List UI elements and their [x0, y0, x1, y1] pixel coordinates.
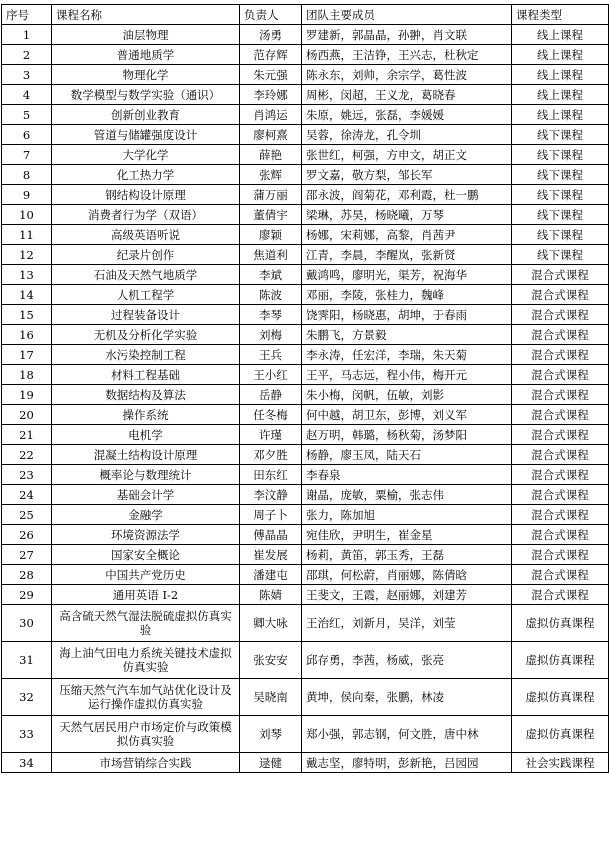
course-leader: 朱元强: [240, 65, 302, 85]
team-members: 罗文嘉，敬方梨，邹长军: [302, 165, 512, 185]
team-members: 吴蓉，徐涛龙，孔令圳: [302, 125, 512, 145]
row-number: 1: [2, 25, 52, 45]
course-type: 线下课程: [512, 125, 609, 145]
table-row: [2, 165, 609, 185]
course-type: 虚拟仿真课程: [512, 642, 609, 679]
table-row: [2, 305, 609, 325]
team-members: 张世红，柯强，方申文，胡正文: [302, 145, 512, 165]
table-row: [2, 145, 609, 165]
header-leader: 负责人: [240, 5, 302, 25]
course-name: 数学模型与数学实验（通识）: [52, 85, 240, 105]
row-number: 8: [2, 165, 52, 185]
row-number: 6: [2, 125, 52, 145]
row-number: 7: [2, 145, 52, 165]
team-members: 赵万明，韩璐，杨秋菊，汤梦阳: [302, 425, 512, 445]
row-number: 29: [2, 585, 52, 605]
table-row: [2, 65, 609, 85]
course-name: 石油及天然气地质学: [52, 265, 240, 285]
row-number: 3: [2, 65, 52, 85]
course-type: 混合式课程: [512, 265, 609, 285]
course-table: [1, 4, 609, 773]
table-row: [2, 445, 609, 465]
course-leader: 李斌: [240, 265, 302, 285]
course-type: 混合式课程: [512, 525, 609, 545]
row-number: 19: [2, 385, 52, 405]
course-leader: 廖柯熹: [240, 125, 302, 145]
team-members: 邵永波，阎菊花，邓利霞，杜一鹏: [302, 185, 512, 205]
team-members: 邵琪，何松蔚，肖丽娜，陈倩晗: [302, 565, 512, 585]
course-type: 线上课程: [512, 65, 609, 85]
row-number: 16: [2, 325, 52, 345]
team-members: 梁琳，苏昊，杨晓曦，万琴: [302, 205, 512, 225]
course-name: 纪录片创作: [52, 245, 240, 265]
course-type: 线上课程: [512, 85, 609, 105]
course-type: 虚拟仿真课程: [512, 605, 609, 642]
course-name: 水污染控制工程: [52, 345, 240, 365]
course-name: 基础会计学: [52, 485, 240, 505]
course-leader: 刘梅: [240, 325, 302, 345]
course-leader: 王兵: [240, 345, 302, 365]
table-body: [2, 25, 609, 773]
course-type: 混合式课程: [512, 325, 609, 345]
row-number: 18: [2, 365, 52, 385]
course-leader: 汤勇: [240, 25, 302, 45]
team-members: 王斐文，王霞，赵丽娜，刘建芳: [302, 585, 512, 605]
course-leader: 卿大咏: [240, 605, 302, 642]
course-type: 混合式课程: [512, 285, 609, 305]
course-type: 混合式课程: [512, 365, 609, 385]
course-leader: 薛艳: [240, 145, 302, 165]
course-leader: 崔发展: [240, 545, 302, 565]
team-members: 周彬，闵超，王义龙，葛晓春: [302, 85, 512, 105]
team-members: 江青，李晨，李醒岚，张新贤: [302, 245, 512, 265]
row-number: 14: [2, 285, 52, 305]
course-leader: 肖鸿运: [240, 105, 302, 125]
table-row: [2, 85, 609, 105]
table-row: [2, 185, 609, 205]
course-leader: 吴晓南: [240, 679, 302, 716]
course-type: 混合式课程: [512, 405, 609, 425]
course-leader: 张辉: [240, 165, 302, 185]
header-course-type: 课程类型: [512, 5, 609, 25]
row-number: 28: [2, 565, 52, 585]
course-type: 线上课程: [512, 105, 609, 125]
table-row: [2, 45, 609, 65]
row-number: 10: [2, 205, 52, 225]
course-leader: 任冬梅: [240, 405, 302, 425]
course-name: 高级英语听说: [52, 225, 240, 245]
table-row: [2, 485, 609, 505]
table-row: [2, 325, 609, 345]
course-name: 天然气居民用户市场定价与政策模拟仿真实验: [52, 716, 240, 753]
team-members: 张力，陈加旭: [302, 505, 512, 525]
course-leader: 张安安: [240, 642, 302, 679]
course-name: 人机工程学: [52, 285, 240, 305]
course-type: 混合式课程: [512, 465, 609, 485]
team-members: 朱小梅，闵帆，伍敏，刘影: [302, 385, 512, 405]
row-number: 30: [2, 605, 52, 642]
course-type: 线下课程: [512, 165, 609, 185]
header-members: 团队主要成员: [302, 5, 512, 25]
course-type: 混合式课程: [512, 545, 609, 565]
row-number: 22: [2, 445, 52, 465]
course-type: 混合式课程: [512, 565, 609, 585]
course-leader: 逯健: [240, 753, 302, 773]
course-leader: 李琴: [240, 305, 302, 325]
team-members: 邓丽，李陵，张桂力，魏峰: [302, 285, 512, 305]
table-row: [2, 753, 609, 773]
team-members: 杨娜，宋莉娜，高黎，肖茜尹: [302, 225, 512, 245]
table-row: [2, 245, 609, 265]
course-type: 混合式课程: [512, 505, 609, 525]
team-members: 郑小强，郭志钢，何文胜，唐中林: [302, 716, 512, 753]
team-members: 何中越，胡卫东，彭博，刘义军: [302, 405, 512, 425]
course-type: 混合式课程: [512, 305, 609, 325]
course-type: 混合式课程: [512, 445, 609, 465]
course-name: 无机及分析化学实验: [52, 325, 240, 345]
course-type: 线下课程: [512, 245, 609, 265]
header-course-name: 课程名称: [52, 5, 240, 25]
course-leader: 潘建屯: [240, 565, 302, 585]
row-number: 34: [2, 753, 52, 773]
course-name: 海上油气田电力系统关键技术虚拟仿真实验: [52, 642, 240, 679]
row-number: 33: [2, 716, 52, 753]
course-name: 过程装备设计: [52, 305, 240, 325]
team-members: 戴鸿鸣，廖明光，渠芳，祝海华: [302, 265, 512, 285]
course-type: 混合式课程: [512, 345, 609, 365]
row-number: 13: [2, 265, 52, 285]
table-row: [2, 716, 609, 753]
row-number: 21: [2, 425, 52, 445]
course-leader: 范存辉: [240, 45, 302, 65]
course-name: 市场营销综合实践: [52, 753, 240, 773]
team-members: 杨静，廖玉凤，陆天石: [302, 445, 512, 465]
table-row: [2, 525, 609, 545]
course-leader: 岳静: [240, 385, 302, 405]
course-name: 消费者行为学（双语）: [52, 205, 240, 225]
team-members: 李永涛，任宏洋，李瑞，朱天菊: [302, 345, 512, 365]
team-members: 王平，马志远，程小伟，梅开元: [302, 365, 512, 385]
table-row: [2, 605, 609, 642]
course-leader: 焦道利: [240, 245, 302, 265]
course-type: 混合式课程: [512, 425, 609, 445]
table-row: [2, 642, 609, 679]
row-number: 12: [2, 245, 52, 265]
team-members: 朱原，姚远，张磊，李媛媛: [302, 105, 512, 125]
course-type: 混合式课程: [512, 385, 609, 405]
course-name: 电机学: [52, 425, 240, 445]
course-leader: 田东红: [240, 465, 302, 485]
table-row: [2, 265, 609, 285]
team-members: 邱存勇，李茜，杨威，张亮: [302, 642, 512, 679]
course-type: 线下课程: [512, 225, 609, 245]
team-members: 王治红，刘新月，吴洋，刘莹: [302, 605, 512, 642]
course-name: 操作系统: [52, 405, 240, 425]
course-name: 高含硫天然气湿法脱硫虚拟仿真实验: [52, 605, 240, 642]
header-row: [2, 5, 609, 25]
course-leader: 李玲娜: [240, 85, 302, 105]
course-leader: 董倩宇: [240, 205, 302, 225]
course-leader: 廖颖: [240, 225, 302, 245]
team-members: 罗建新，郭晶晶，孙翀，肖文联: [302, 25, 512, 45]
table-row: [2, 585, 609, 605]
table-row: [2, 285, 609, 305]
row-number: 25: [2, 505, 52, 525]
team-members: 陈永东，刘帅，余宗学，葛性波: [302, 65, 512, 85]
team-members: 饶霁阳，杨晓惠，胡坤，于春雨: [302, 305, 512, 325]
course-leader: 刘琴: [240, 716, 302, 753]
course-name: 大学化学: [52, 145, 240, 165]
course-name: 普通地质学: [52, 45, 240, 65]
course-name: 通用英语 I-2: [52, 585, 240, 605]
row-number: 24: [2, 485, 52, 505]
course-name: 中国共产党历史: [52, 565, 240, 585]
course-type: 线上课程: [512, 25, 609, 45]
course-leader: 王小红: [240, 365, 302, 385]
course-leader: 傅晶晶: [240, 525, 302, 545]
team-members: 杨西燕，王洁铮，王兴志，杜秋定: [302, 45, 512, 65]
row-number: 27: [2, 545, 52, 565]
course-name: 物理化学: [52, 65, 240, 85]
course-type: 混合式课程: [512, 585, 609, 605]
table-row: [2, 545, 609, 565]
team-members: 李春泉: [302, 465, 512, 485]
row-number: 4: [2, 85, 52, 105]
course-type: 线下课程: [512, 185, 609, 205]
table-row: [2, 565, 609, 585]
course-type: 虚拟仿真课程: [512, 679, 609, 716]
course-type: 线下课程: [512, 145, 609, 165]
table-row: [2, 505, 609, 525]
table-row: [2, 405, 609, 425]
row-number: 9: [2, 185, 52, 205]
table-row: [2, 465, 609, 485]
row-number: 31: [2, 642, 52, 679]
course-leader: 邓夕胜: [240, 445, 302, 465]
row-number: 32: [2, 679, 52, 716]
course-name: 概率论与数理统计: [52, 465, 240, 485]
course-type: 虚拟仿真课程: [512, 716, 609, 753]
header-no: 序号: [2, 5, 52, 25]
row-number: 23: [2, 465, 52, 485]
course-name: 金融学: [52, 505, 240, 525]
course-name: 材料工程基础: [52, 365, 240, 385]
course-leader: 许瑾: [240, 425, 302, 445]
course-type: 线上课程: [512, 45, 609, 65]
course-list-sheet: [1, 4, 608, 773]
course-name: 数据结构及算法: [52, 385, 240, 405]
course-type: 混合式课程: [512, 485, 609, 505]
course-name: 环境资源法学: [52, 525, 240, 545]
team-members: 谢晶，庞敏，粟榆，张志伟: [302, 485, 512, 505]
table-row: [2, 679, 609, 716]
team-members: 宛佳欣，尹明生，崔金星: [302, 525, 512, 545]
table-row: [2, 25, 609, 45]
row-number: 15: [2, 305, 52, 325]
course-leader: 李汶静: [240, 485, 302, 505]
table-row: [2, 385, 609, 405]
row-number: 20: [2, 405, 52, 425]
course-name: 创新创业教育: [52, 105, 240, 125]
row-number: 26: [2, 525, 52, 545]
table-row: [2, 425, 609, 445]
course-leader: 陈波: [240, 285, 302, 305]
table-row: [2, 205, 609, 225]
table-row: [2, 365, 609, 385]
team-members: 戴志坚，廖特明，彭新艳，吕园园: [302, 753, 512, 773]
course-name: 管道与储罐强度设计: [52, 125, 240, 145]
course-name: 油层物理: [52, 25, 240, 45]
course-type: 社会实践课程: [512, 753, 609, 773]
table-row: [2, 225, 609, 245]
table-row: [2, 105, 609, 125]
course-name: 混凝土结构设计原理: [52, 445, 240, 465]
course-name: 压缩天然气汽车加气站优化设计及运行操作虚拟仿真实验: [52, 679, 240, 716]
team-members: 杨莉，黄笛，郭玉秀，王磊: [302, 545, 512, 565]
course-leader: 蒲万丽: [240, 185, 302, 205]
course-name: 国家安全概论: [52, 545, 240, 565]
course-leader: 陈婧: [240, 585, 302, 605]
team-members: 朱鹏飞，方景毅: [302, 325, 512, 345]
course-name: 化工热力学: [52, 165, 240, 185]
team-members: 黄坤，侯向秦，张鹏，林凌: [302, 679, 512, 716]
row-number: 5: [2, 105, 52, 125]
row-number: 11: [2, 225, 52, 245]
course-type: 线下课程: [512, 205, 609, 225]
table-row: [2, 125, 609, 145]
course-leader: 周子卜: [240, 505, 302, 525]
row-number: 17: [2, 345, 52, 365]
course-name: 钢结构设计原理: [52, 185, 240, 205]
row-number: 2: [2, 45, 52, 65]
table-row: [2, 345, 609, 365]
